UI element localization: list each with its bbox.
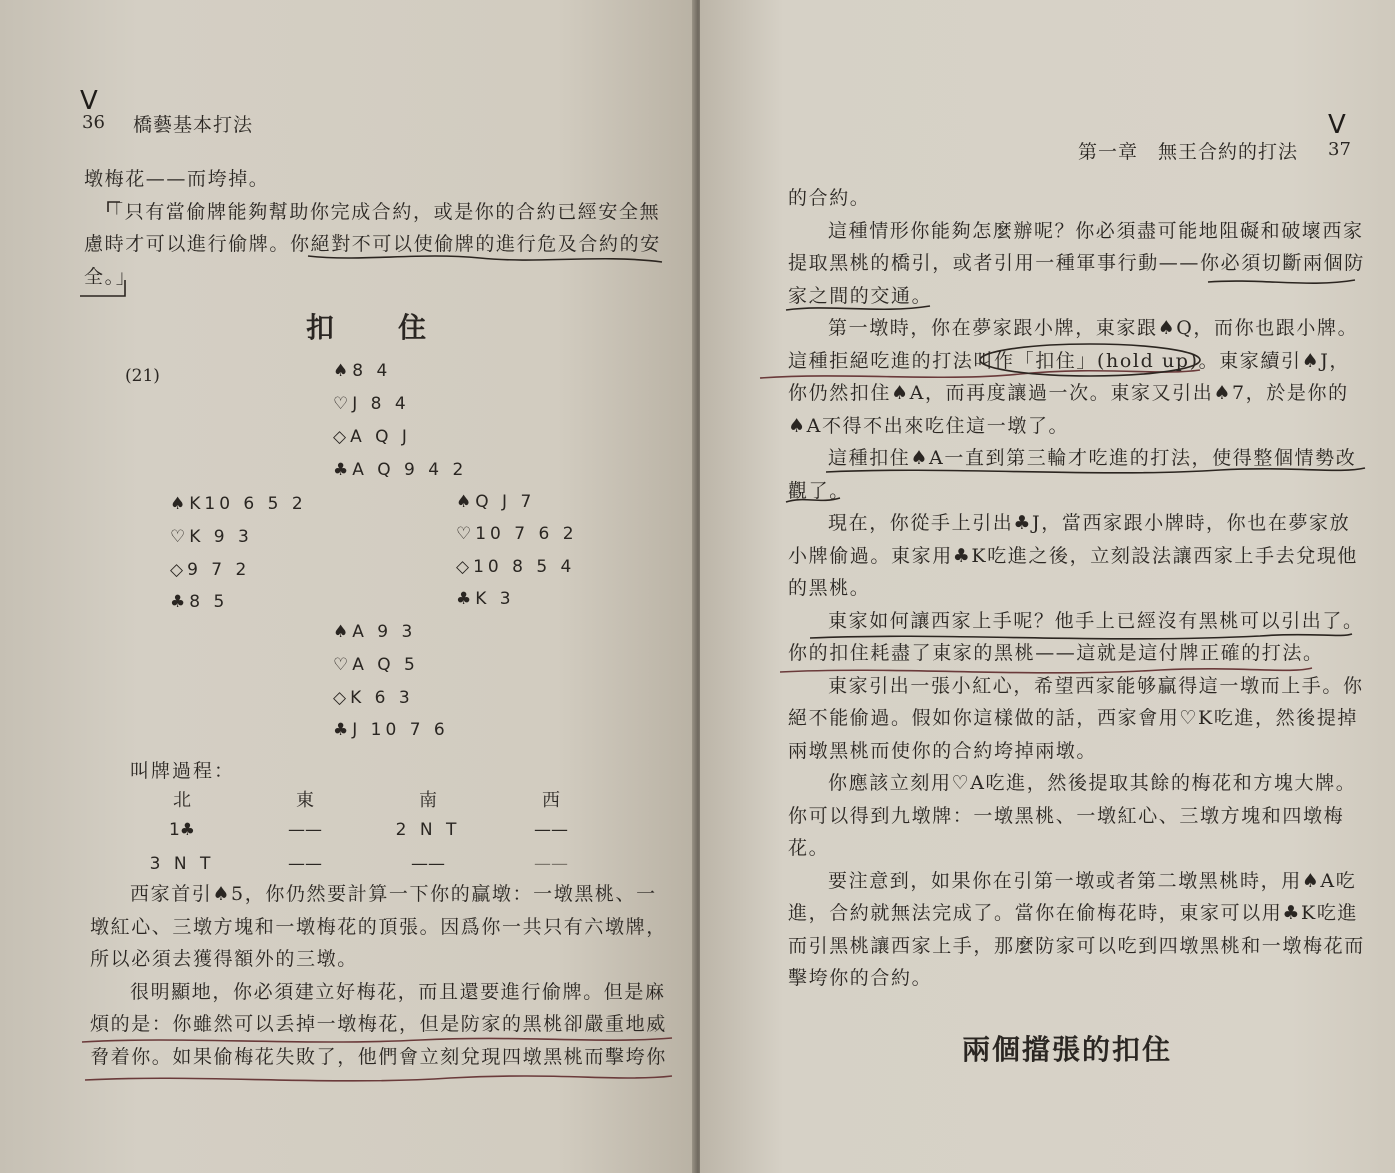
north-spades: ♠8 4 (333, 361, 392, 381)
north-clubs: ♣A Q 9 4 2 (333, 460, 468, 480)
page-number-left: 36 (82, 112, 105, 133)
text-line: 家之間的交通。 (788, 284, 933, 307)
check-mark-right: V (1328, 110, 1346, 140)
intro-paragraph (84, 163, 661, 293)
auction-bid: 2 N T (395, 820, 461, 840)
text-line: 絕不能偷過。假如你這樣做的話，西家會用♡K吃進，然後提掉 (788, 707, 1359, 729)
south-spades: ♠A 9 3 (333, 622, 417, 642)
text-line: 第一墩時，你在夢家跟小牌，東家跟♠Q，而你也跟小牌。 (828, 317, 1359, 339)
text-line: 這種拒絕吃進的打法叫作「扣住」(hold up)。東家續引♠J， (788, 349, 1351, 372)
left-page (0, 0, 695, 1173)
text-line: 小牌偷過。東家用♣K吃進之後，立刻設法讓西家上手去兌現他 (788, 544, 1359, 567)
auction-header: 北 (173, 790, 191, 811)
text-line: 這種情形你能夠怎麼辦呢？你必須盡可能地阻礙和破壞西家 (828, 219, 1364, 242)
section-title: 扣住 (306, 311, 491, 344)
text-line: 的黑桃。 (788, 577, 871, 599)
east-diamonds: ◇10 8 5 4 (456, 557, 576, 577)
text-line: 慮時才可以進行偷牌。你絕對不可以使偷牌的進行危及合約的安 (84, 233, 661, 255)
auction-header: 西 (542, 790, 560, 811)
text-line: 煩的是：你雖然可以丢掉一墩梅花，但是防家的黑桃卻嚴重地威 (90, 1013, 667, 1035)
auction-bid: —— (288, 820, 322, 840)
text-line: 這種扣住♠A一直到第三輪才吃進的打法，使得整個情勢改 (828, 447, 1357, 469)
west-spades: ♠K10 6 5 2 (170, 494, 307, 514)
text-line: 你仍然扣住♠A，而再度讓過一次。東家又引出♠7，於是你的 (788, 382, 1349, 404)
check-mark-left: V (80, 86, 98, 116)
east-hearts: ♡10 7 6 2 (456, 524, 578, 544)
text-line: 墩紅心、三墩方塊和一墩梅花的頂張。因爲你一共只有六墩牌， (90, 915, 667, 938)
west-clubs: ♣8 5 (170, 592, 229, 612)
auction-bid: —— (411, 854, 445, 874)
text-line: 你可以得到九墩牌：一墩黑桃、一墩紅心、三墩方塊和四墩梅 (788, 804, 1345, 827)
text-line: 東家引出一張小紅心，希望西家能够贏得這一墩而上手。你 (828, 674, 1364, 697)
west-diamonds: ◇9 7 2 (170, 560, 251, 580)
west-hearts: ♡K 9 3 (170, 527, 253, 547)
north-diamonds: ◇A Q J (333, 427, 411, 447)
text-line: 兩墩黑桃而使你的合約垮掉兩墩。 (788, 739, 1098, 762)
running-head-right: 第一章 無王合約的打法 (1078, 141, 1299, 163)
text-line: 而引黑桃讓西家上手，那麼防家可以吃到四墩黑桃和一墩梅花而 (788, 934, 1365, 957)
south-clubs: ♣J 10 7 6 (333, 720, 449, 740)
auction-bid: —— (288, 854, 322, 874)
text-line: 「只有當偷牌能夠幫助你完成合約，或是你的合約已經安全無 (104, 200, 661, 223)
body-paragraph-right (788, 182, 1365, 995)
auction-bid: 1♣ (168, 820, 196, 840)
text-line: 的合約。 (788, 187, 871, 209)
text-line: 現在，你從手上引出♣J，當西家跟小牌時，你也在夢家放 (828, 512, 1351, 534)
east-clubs: ♣K 3 (456, 589, 515, 609)
text-line: 所以必須去獲得額外的三墩。 (90, 948, 358, 970)
right-page (700, 0, 1395, 1173)
bidding-label: 叫牌過程： (130, 760, 236, 782)
text-line: 西家首引♠5，你仍然要計算一下你的贏墩：一墩黑桃、一 (130, 883, 657, 905)
auction-bid: —— (534, 854, 568, 874)
auction-header: 東 (296, 790, 314, 811)
text-line: 觀了。 (788, 479, 850, 502)
south-hearts: ♡A Q 5 (333, 655, 419, 675)
south-diamonds: ◇K 6 3 (333, 688, 414, 708)
text-line: 很明顯地，你必須建立好梅花，而且還要進行偷牌。但是麻 (130, 980, 666, 1003)
north-hearts: ♡J 8 4 (333, 394, 410, 414)
text-line: 墩梅花——而垮掉。 (84, 168, 270, 190)
text-line: 提取黑桃的橋引，或者引用一種軍事行動——你必須切斷兩個防 (788, 252, 1365, 274)
text-line: 你應該立刻用♡A吃進，然後提取其餘的梅花和方塊大牌。 (828, 772, 1357, 794)
text-line: 要注意到，如果你在引第一墩或者第二墩黑桃時，用♠A吃 (828, 869, 1357, 892)
page-number-right: 37 (1328, 139, 1351, 160)
text-line: 全。」 (84, 265, 137, 288)
running-head-left: 橋藝基本打法 (133, 114, 254, 136)
text-line: ♠A不得不出來吃住這一墩了。 (788, 414, 1070, 437)
text-line: 花。 (788, 837, 830, 859)
hand-number: (21) (125, 366, 160, 386)
text-line: 脅着你。如果偷梅花失敗了，他們會立刻兌現四墩黑桃而擊垮你 (90, 1045, 667, 1068)
auction-header: 南 (419, 790, 437, 811)
east-spades: ♠Q J 7 (456, 492, 536, 512)
auction-bid: —— (534, 820, 568, 840)
auction-bid: 3 N T (149, 854, 215, 874)
text-line: 東家如何讓西家上手呢？他手上已經沒有黑桃可以引出了。 (828, 609, 1364, 632)
underline-mark (85, 1076, 672, 1081)
section-title-right: 兩個擋張的扣住 (962, 1033, 1173, 1066)
text-line: 你的扣住耗盡了東家的黑桃——這就是這付牌正確的打法。 (788, 642, 1324, 664)
text-line: 進，合約就無法完成了。當你在偷梅花時，東家可以用♣K吃進 (788, 902, 1359, 924)
text-line: 擊垮你的合約。 (788, 967, 933, 989)
body-paragraph-left (90, 878, 667, 1073)
